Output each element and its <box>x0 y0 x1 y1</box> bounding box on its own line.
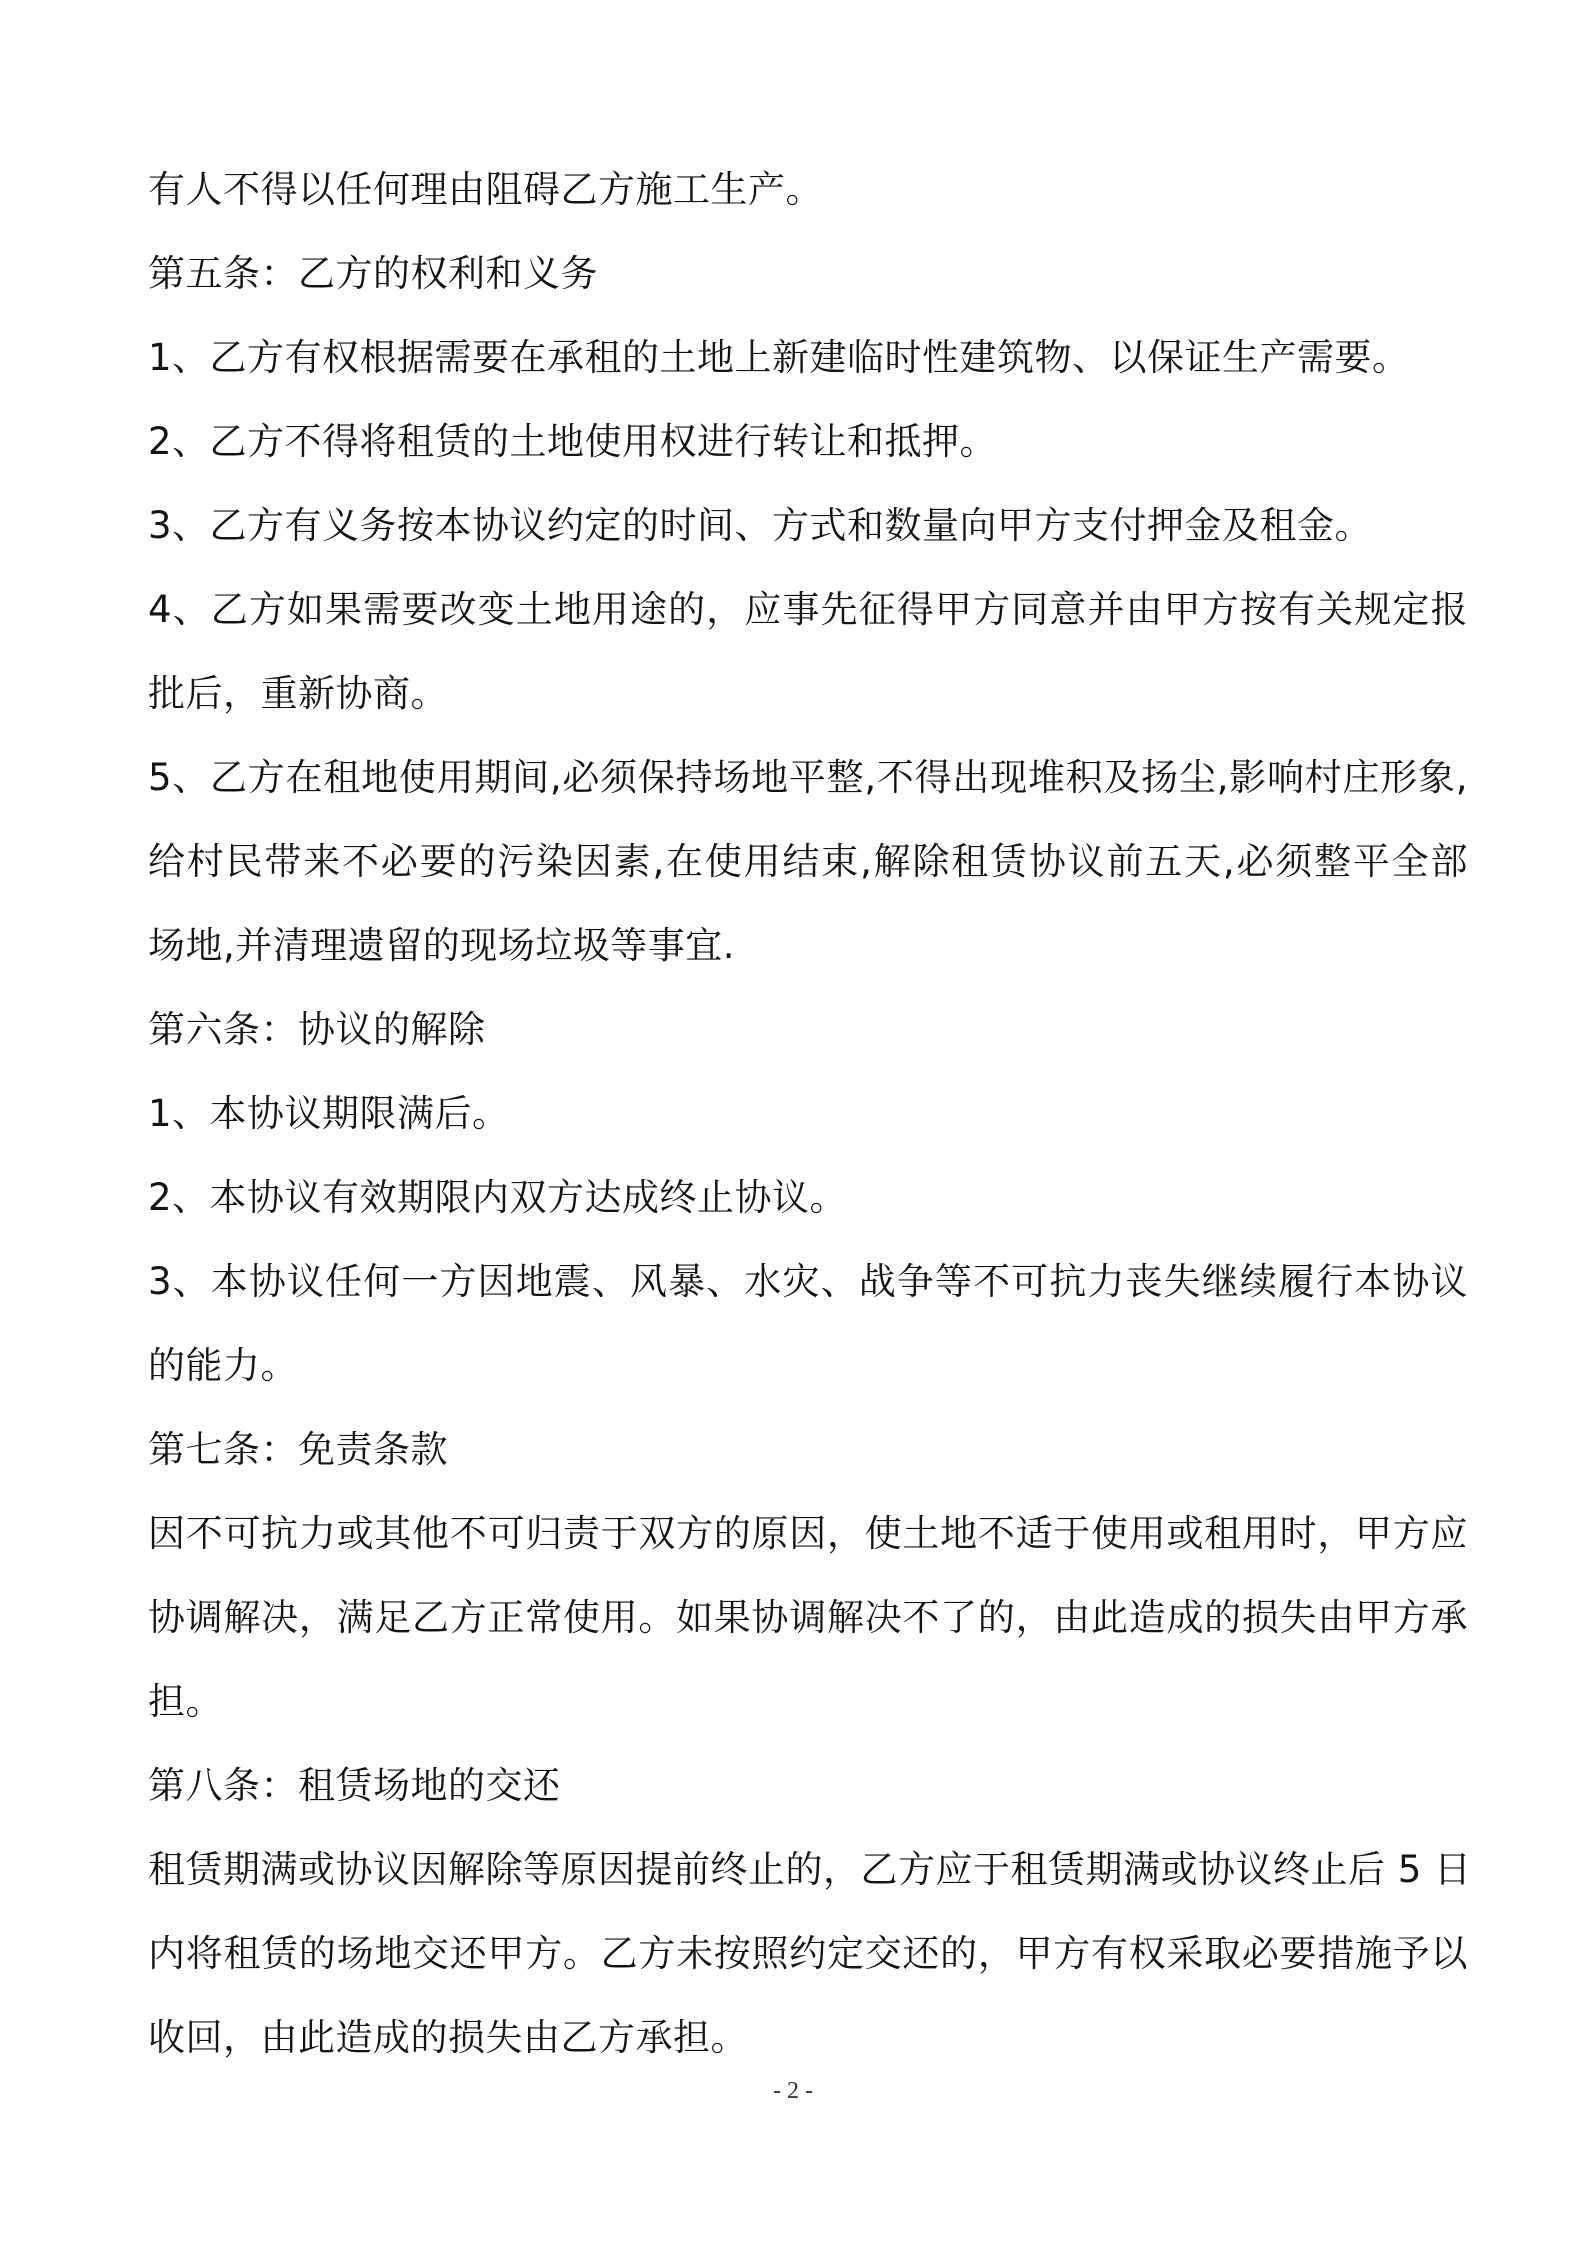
text-line: 租赁期满或协议因解除等原因提前终止的，乙方应于租赁期满或协议终止后 5 日 <box>148 1848 1472 1891</box>
text-line: 5、乙方在租地使用期间,必须保持场地平整,不得出现堆积及扬尘,影响村庄形象, <box>148 756 1468 799</box>
section-heading: 第六条：协议的解除 <box>148 1008 486 1051</box>
contract-body <box>148 148 1472 2080</box>
text-line: 因不可抗力或其他不可归责于双方的原因，使土地不适于使用或租用时，甲方应 <box>148 1512 1468 1555</box>
text-line: 协调解决，满足乙方正常使用。如果协调解决不了的，由此造成的损失由甲方承 <box>148 1596 1468 1639</box>
text-line: 收回，由此造成的损失由乙方承担。 <box>148 2016 748 2059</box>
text-line: 2、本协议有效期限内双方达成终止协议。 <box>148 1176 848 1219</box>
text-line: 内将租赁的场地交还甲方。乙方未按照约定交还的，甲方有权采取必要措施予以 <box>148 1932 1468 1975</box>
page-number: - 2 - <box>773 2078 813 2104</box>
text-line: 的能力。 <box>148 1344 298 1387</box>
text-line: 3、乙方有义务按本协议约定的时间、方式和数量向甲方支付押金及租金。 <box>148 504 1373 547</box>
text-line: 给村民带来不必要的污染因素,在使用结束,解除租赁协议前五天,必须整平全部 <box>148 840 1468 883</box>
text-line: 4、乙方如果需要改变土地用途的，应事先征得甲方同意并由甲方按有关规定报 <box>148 588 1468 631</box>
text-line: 有人不得以任何理由阻碍乙方施工生产。 <box>148 168 823 211</box>
section-heading: 第五条：乙方的权利和义务 <box>148 252 598 295</box>
section-heading: 第七条：免责条款 <box>148 1428 448 1471</box>
text-line: 批后，重新协商。 <box>148 672 448 715</box>
text-line: 1、乙方有权根据需要在承租的土地上新建临时性建筑物、以保证生产需要。 <box>148 336 1410 379</box>
text-line: 2、乙方不得将租赁的土地使用权进行转让和抵押。 <box>148 420 998 463</box>
text-line: 1、本协议期限满后。 <box>148 1092 510 1135</box>
text-line: 担。 <box>148 1680 223 1723</box>
text-line: 场地,并清理遗留的现场垃圾等事宜. <box>148 924 736 967</box>
text-line: 3、本协议任何一方因地震、风暴、水灾、战争等不可抗力丧失继续履行本协议 <box>148 1260 1468 1303</box>
section-heading: 第八条：租赁场地的交还 <box>148 1764 561 1807</box>
